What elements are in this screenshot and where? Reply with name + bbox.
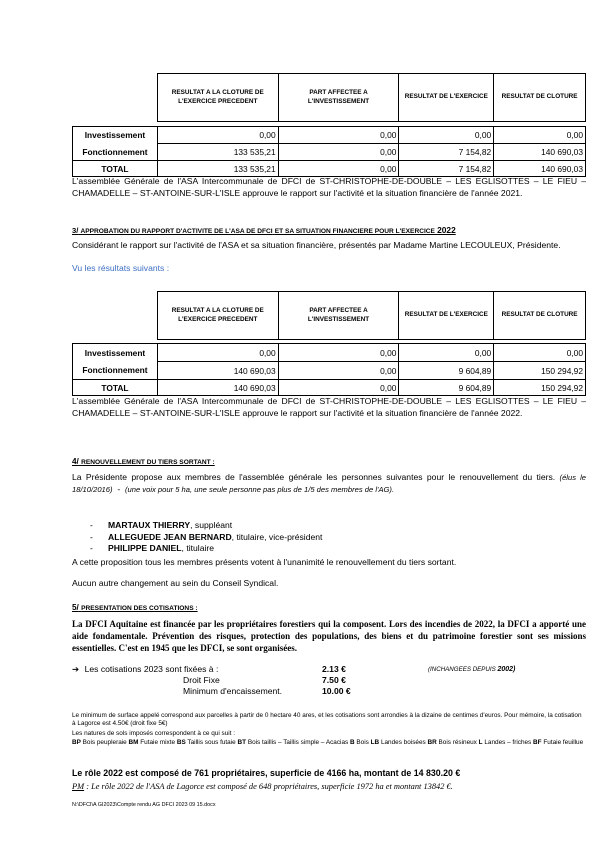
table-cell: 9 604,89 (399, 362, 494, 380)
table-cell: 0,00 (494, 344, 586, 362)
section-3-text: Considérant le rapport sur l'activité de l'ASA et sa situation financière, présentés par Madame Martine LECOULEUX, Présidente. (72, 240, 561, 250)
natures-list: BP Bois peupleraie BM Futaie mixte BS Taillis sous futaie BT Bois taillis – Taillis simple – Acacias B Bois LB Landes boisées BR Bois résineux L Landes – friches BF Futaie feuillue (72, 739, 584, 746)
list-item: - ALLEGUEDE JEAN BERNARD, titulaire, vice-président (90, 531, 323, 542)
row-label: Fonctionnement (73, 144, 158, 161)
table-cell: 0,00 (494, 127, 586, 144)
row-label: Investissement (73, 344, 158, 362)
table-cell: 133 535,21 (157, 161, 278, 177)
table-cell: 0,00 (278, 161, 399, 177)
section-4-title: 4/ RENOUVELLEMENT DU TIERS SORTANT : (72, 457, 215, 466)
header-cell: PART AFFECTEE A L'INVESTISSEMENT (278, 74, 399, 122)
footer-file-path: N:\DFCI\A GI2023\Compte rendu AG DFCI 2023 09 15.docx (72, 802, 216, 808)
results-line: Vu les résultats suivants : (72, 263, 170, 273)
table-cell: 140 690,03 (494, 161, 586, 177)
row-label: TOTAL (73, 380, 158, 396)
table-cell: 0,00 (278, 380, 399, 396)
vote-text: A cette proposition tous les membres présents votent à l'unanimité le renouvellement du tiers sortant. (72, 557, 457, 567)
section-4-intro: La Présidente propose aux membres de l'assemblée générale les personnes suivantes pour le renouvellement du tiers. (élus le 18/10/2016) - (une voix pour 5 ha, une seule personne pas plus de 1/5 des membres de l'AG). (72, 472, 587, 494)
header-cell: RESULTAT A LA CLOTURE DE L'EXERCICE PRECEDENT (157, 74, 278, 122)
table-row (73, 344, 586, 362)
minimum-label: Minimum d'encaissement. (183, 686, 283, 696)
droit-fixe-value: 7.50 € (322, 675, 346, 685)
minimum-value: 10.00 € (322, 686, 351, 696)
table-cell: 0,00 (278, 127, 399, 144)
table-cell: 140 690,03 (157, 380, 278, 396)
natures-intro: Les natures de sols imposés correspondent à ce qui suit : (72, 730, 236, 737)
table-cell: 140 690,03 (494, 144, 586, 161)
table-cell: 0,00 (278, 144, 399, 161)
table-cell: 0,00 (399, 127, 494, 144)
table-row-total (73, 380, 586, 396)
header-cell: RESULTAT A LA CLOTURE DE L'EXERCICE PRECEDENT (157, 292, 278, 340)
table-cell: 0,00 (157, 127, 278, 144)
table-cell: 0,00 (399, 344, 494, 362)
section-5-title: 5/ PRESENTATION DES COTISATIONS : (72, 603, 198, 612)
cotisations-label: Les cotisations 2023 sont fixées à : (84, 664, 219, 674)
header-cell: RESULTAT DE L'EXERCICE (399, 74, 494, 122)
header-cell: RESULTAT DE L'EXERCICE (399, 292, 494, 340)
row-label: Fonctionnement (73, 362, 158, 380)
financial-table-2021 (72, 73, 586, 177)
approval-paragraph-2021: L'assemblée Générale de l'ASA Intercommunale de DFCI de ST-CHRISTOPHE-DE-DOUBLE – LES EGLISOTTES – LE FIEU – CHAMADELLE – ST-ANTOINE-SUR-L'ISLE approuve le rapport sur l'activité et la situation financière de l'année 2021. (72, 176, 586, 198)
list-item: - MARTAUX THIERRY, suppléant (90, 520, 233, 530)
section-5-intro: La DFCI Aquitaine est financée par les propriétaires forestiers qui la composent. Lors des incendies de 2022, la DFCI a apporté une aide fondamentale. Prévention des risques, protection des populations, des biens et du patrimoine forestier sont ses missions essentielles. C'est en 1945 que les DFCI, se sont organisées. (72, 619, 586, 653)
table-cell: 150 294,92 (494, 380, 586, 396)
arrow-icon: ➔ (72, 664, 80, 674)
row-label: Investissement (73, 127, 158, 144)
table-row (73, 127, 586, 144)
header-cell: PART AFFECTEE A L'INVESTISSEMENT (278, 292, 399, 340)
droit-fixe-label: Droit Fixe (183, 675, 220, 685)
other-change-text: Aucun autre changement au sein du Conseil Syndical. (72, 578, 279, 588)
header-cell: RESULTAT DE CLOTURE (494, 292, 586, 340)
cotisations-value: 2.13 € (322, 664, 346, 674)
table-cell: 150 294,92 (494, 362, 586, 380)
table-cell: 133 535,21 (157, 144, 278, 161)
table-cell: 140 690,03 (157, 362, 278, 380)
member-list (90, 520, 570, 555)
table-cell: 9 604,89 (399, 380, 494, 396)
financial-table-2022 (72, 291, 586, 396)
surface-note: Le minimum de surface appelé correspond aux parcelles à partir de 0 hectare 40 ares, et les cotisations sont arrondies à la dizaine de centimes d'euros. Pour mémoire, la cotisation à Lagorce est 4.50€ (droit fixe 5€) (72, 712, 582, 728)
table-row-total (73, 161, 586, 177)
list-item: - PHILIPPE DANIEL, titulaire (90, 543, 215, 553)
cotisations-note: (INCHANGEES DEPUIS 2002) (428, 666, 516, 673)
role-summary: Le rôle 2022 est composé de 761 propriétaires, superficie de 4166 ha, montant de 14 830.20 € (72, 768, 461, 778)
table-cell: 0,00 (157, 344, 278, 362)
table-cell: 7 154,82 (399, 161, 494, 177)
table-cell: 7 154,82 (399, 144, 494, 161)
table-row (73, 144, 586, 161)
table-cell: 0,00 (278, 344, 399, 362)
header-cell: RESULTAT DE CLOTURE (494, 74, 586, 122)
table-row (73, 362, 586, 380)
cotisations-block (72, 664, 586, 697)
approval-paragraph-2022: L'assemblée Générale de l'ASA Intercommunale de DFCI de ST-CHRISTOPHE-DE-DOUBLE – LES EGLISOTTES – LE FIEU – CHAMADELLE – ST-ANTOINE-SUR-L'ISLE approuve le rapport sur l'activité et la situation financière de l'année 2022. (72, 396, 586, 418)
table-cell: 0,00 (278, 362, 399, 380)
pm-note: PM : Le rôle 2022 de l'ASA de Lagorce est composé de 648 propriétaires, superficie 1972 ha et montant 13842 €. (72, 782, 453, 791)
section-3-title: 3/ APPROBATION DU RAPPORT D'ACTIVITE DE L'ASA DE DFCI ET SA SITUATION FINANCIERE POUR L'EXERCICE 2022 (72, 225, 456, 235)
row-label: TOTAL (73, 161, 158, 177)
